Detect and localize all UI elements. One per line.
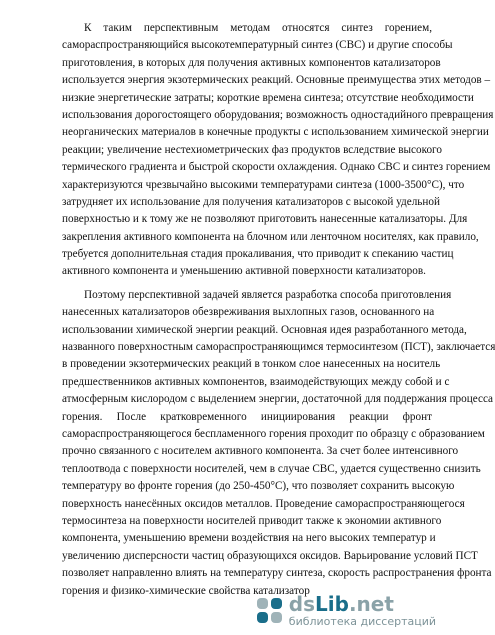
watermark-brand: dsLib.net xyxy=(288,592,394,616)
text-line: использования дорогостоящего оборудования; возможность одностадийного превращения xyxy=(62,108,494,121)
text-line: низкие энергетические затраты; короткие времена синтеза; отсутствие необходимости xyxy=(62,91,474,104)
text-line: затрудняет их использование для получения катализаторов с высокой удельной xyxy=(62,195,440,208)
text-line: термического градиента и быстрой скорости охлаждения. Однако СВС и синтез горением xyxy=(62,161,491,174)
text-line: нанесенных катализаторов обезвреживания выхлопных газов, основанного на xyxy=(62,306,435,319)
text-line: самораспространяющийся высокотемпературный синтез (СВС) и другие способы xyxy=(62,39,453,52)
document-page xyxy=(62,20,495,600)
text-line: компонента, уменьшению времени воздействия на него высоких температур и xyxy=(62,532,436,545)
text-line: прочно связанного с носителем активного компонента. За счет более интенсивного xyxy=(62,445,459,458)
text-line: в проведении экзотермических реакций в тонком слое нанесенных на носитель xyxy=(62,358,441,371)
text-line: увеличению дисперсности частиц образующихся оксидов. Варьирование условий ПСТ xyxy=(62,549,478,562)
text-line: характеризуются чрезвычайно высокими температурами синтеза (1000-3500°С), что xyxy=(62,178,465,191)
dslib-watermark xyxy=(257,594,436,627)
text-line: горения. После кратковременного инициирования реакции фронт xyxy=(62,410,432,423)
text-line: К таким перспективным методам относятся синтез горением, xyxy=(84,22,432,34)
text-line: теплоотвода с поверхности носителей, чем в случае СВС, удается существенно снизить xyxy=(62,462,481,475)
text-line: активного компонента и уменьшению активной поверхности катализаторов. xyxy=(62,265,426,278)
watermark-subtitle: библиотека диссертаций xyxy=(288,615,436,628)
text-line: закрепления активного компонента на блочном или ленточном носителях, как правило, xyxy=(62,230,479,243)
text-line: самораспространяющегося беспламенного горения проходит по образцу с образованием xyxy=(62,427,485,440)
dslib-logo-icon xyxy=(257,598,283,624)
text-line: горения и физико-химические свойства катализатор xyxy=(62,584,310,597)
text-line: Поэтому перспективной задачей является разработка способа приготовления xyxy=(84,288,452,301)
text-line: использовании химической энергии реакций. Основная идея разработанного метода, xyxy=(62,323,467,336)
text-line: позволяет направленно влиять на температуру синтеза, скорость распространения фронта xyxy=(62,567,492,580)
text-line: названного поверхностным самораспространяющимся термосинтезом (ПСТ), заключается xyxy=(62,341,495,354)
text-line: неорганических материалов в конечные продукты с использованием химической энергии xyxy=(62,126,489,139)
text-line: требуется дополнительная стадия прокаливания, что приводит к спеканию частиц xyxy=(62,248,454,261)
text-line: температуру во фронте горения (до 250-450°С), что позволяет сохранить высокую xyxy=(62,480,455,493)
text-line: реакции; увеличение нестехиометрических фаз продуктов вследствие высокого xyxy=(62,143,442,156)
text-line: поверхностью и к тому же не позволяют приготовить нанесенные катализаторы. Для xyxy=(62,213,468,226)
text-line: термосинтеза на поверхности носителей приводит также к экономии активного xyxy=(62,514,442,527)
text-line: используется энергия экзотермических реакций. Основные преимущества этих методов – xyxy=(62,74,491,87)
text-line: предшественников активных компонентов, взаимодействующих между собой и с xyxy=(62,375,450,388)
text-line: атмосферным кислородом с выделением энергии, достаточной для поддержания процесса xyxy=(62,393,494,406)
text-line: поверхность нанесённых оксидов металлов. Проведение самораспространяющегося xyxy=(62,497,465,510)
text-line: приготовления, в которых для получения активных компонентов катализаторов xyxy=(62,56,441,69)
